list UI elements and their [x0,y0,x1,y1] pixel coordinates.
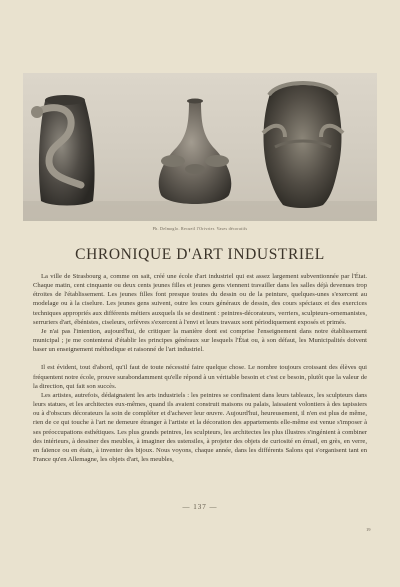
vases-photograph [23,73,377,221]
article-body [33,272,367,464]
vases-illustration [23,73,377,221]
frog-vase [159,99,232,205]
article-title: CHRONIQUE D'ART INDUSTRIEL [75,246,325,263]
page-number: — 137 — [182,503,218,511]
paragraph: Il est évident, tout d'abord, qu'il faut de toute nécessité faire quelque chose. Le nombre toujours croissant des élèves qui fréquentent notre école, prouve surabondamment qu'elle répond à un véritable besoin et c'est ce besoin, plutôt que la valeur de la direction, qui fait son succès. [33,364,367,390]
serpent-vase [31,95,95,206]
signature-mark: 19 [366,527,371,532]
photo-caption: Ph. Delmoglo. Recueil l'Orivrier. Vases décoratifs [152,226,248,231]
ornate-vase [263,83,343,208]
paragraph: La ville de Strasbourg a, comme on sait, créé une école d'art industriel qui est assez largement subventionnée par l'État. Chaque matin, cent cinquante ou deux cents jeunes filles et jeunes gens viennent travailler dans les salles déjà devenues trop étroites de l'établissement. Les jeunes filles font presque toutes du dessin ou de la peinture, quelques-unes s'exercent au modelage ou à la ciselure. Les jeunes gens suivent, outre les cours généraux de dessin, des cours spéciaux et des exercices techniques appropriés aux différents métiers auxquels ils se destinent : peintres-décorateurs, verriers, sculpteurs-ornemanistes, serruriers d'art, ébénistes, ciseleurs, orfèvres s'exercent à l'envi et leurs travaux sont périodiquement exposés et primés. [33,273,367,326]
paragraph: Je n'ai pas l'intention, aujourd'hui, de critiquer la manière dont est comprise l'enseignement dans notre établissement municipal ; je me contenterai d'établir les principes généraux sur lesquels l'État ou, à son défaut, les Municipalités doivent baser un enseignement méthodique et raisonné de l'art industriel. [33,327,367,354]
paragraph: Les artistes, autrefois, dédaignaient les arts industriels : les peintres se confinaient dans leurs tableaux, les sculpteurs dans leurs statues, et les architectes eux-mêmes, quand ils avaient construit maisons ou palais, laissaient volontiers à des tapissiers ou à d'obscurs décorateurs la soin de compléter et d'achever leur œuvre. Aujourd'hui, heureusement, il n'en est plus de même, rien de ce qui touche à l'art ne demeure étranger à l'artiste et la décoration des appartements elle-même est venue s'imposer à ses préoccupations esthétiques. Les plus grands peintres, les sculpteurs, les architectes les plus illustres s'ingénient à combiner des intérieurs, à dessiner des meubles, à imaginer des ustensiles, à projeter des objets de curiosité en émail, en grès, en verre, en faïence ou en étain, à inventer des bijoux. Nous voyons, chaque année, dans les différents Salons qui s'organisent tant en France qu'en Allemagne, les objets d'art, les meubles, [33,391,367,463]
